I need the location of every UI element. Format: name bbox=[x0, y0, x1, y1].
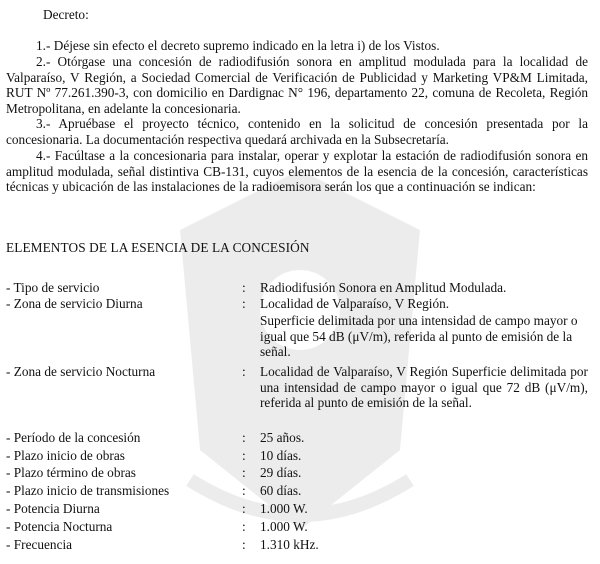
row-colon: : bbox=[242, 280, 246, 295]
row-value: Localidad de Valparaíso, V Región Superficie delimitada por una intensidad de campo mayor o igual que 72 dB (μV/m), referida al punto de emisión de la señal. bbox=[260, 364, 588, 410]
row-colon: : bbox=[242, 483, 246, 498]
row-value: 1.000 W. bbox=[260, 501, 308, 516]
paragraph-2: 2.- Otórgase una concesión de radiodifusión sonora en amplitud modulada para la localidad de Valparaíso, V Región, a Sociedad Comercial de Verificación de Publicidad y Marketing VP&M Limitada, RUT Nº 77.261.390-3, con domicilio en Dardignac N° 196, departamento 22, comuna de Recoleta, Región Metropolitana, en adelante la concesionaria. bbox=[6, 54, 588, 116]
row-colon: : bbox=[242, 519, 246, 534]
paragraph-1: 1.- Déjese sin efecto el decreto supremo indicado en la letra i) de los Vistos. bbox=[36, 38, 440, 53]
row-label: - Frecuencia bbox=[6, 537, 73, 552]
row-label: - Zona de servicio Diurna bbox=[6, 296, 143, 311]
row-label: - Zona de servicio Nocturna bbox=[6, 364, 156, 379]
row-colon: : bbox=[242, 364, 246, 379]
paragraph-4: 4.- Facúltase a la concesionaria para instalar, operar y explotar la estación de radiodifusión sonora en amplitud modulada, señal distintiva CB-131, cuyos elementos de la esencia de la concesión, características técnicas y ubicación de las instalaciones de la radioemisora serán los que a continuación se indican: bbox=[6, 148, 588, 194]
row-label: - Plazo inicio de obras bbox=[6, 448, 125, 463]
row-label: - Potencia Nocturna bbox=[6, 519, 113, 534]
row-colon: : bbox=[242, 430, 246, 445]
decreto-heading: Decreto: bbox=[43, 7, 89, 22]
row-colon: : bbox=[242, 465, 246, 480]
row-value: Radiodifusión Sonora en Amplitud Modulada. bbox=[260, 280, 507, 295]
row-value: 1.000 W. bbox=[260, 519, 308, 534]
row-value: 10 días. bbox=[260, 448, 302, 463]
row-value: 29 días. bbox=[260, 465, 302, 480]
row-value: 1.310 kHz. bbox=[260, 537, 319, 552]
row-value: 25 años. bbox=[260, 430, 305, 445]
row-colon: : bbox=[242, 296, 246, 311]
section-heading: ELEMENTOS DE LA ESENCIA DE LA CONCESIÓN bbox=[6, 240, 310, 255]
row-colon: : bbox=[242, 448, 246, 463]
paragraph-3: 3.- Apruébase el proyecto técnico, contenido en la solicitud de concesión presentada por la concesionaria. La documentación respectiva quedará archivada en la Subsecretaría. bbox=[6, 116, 588, 147]
row-value-extra: Superficie delimitada por una intensidad de campo mayor o igual que 54 dB (μV/m), referida al punto de emisión de la señal. bbox=[260, 313, 578, 359]
row-colon: : bbox=[242, 501, 246, 516]
row-colon: : bbox=[242, 537, 246, 552]
row-label: - Período de la concesión bbox=[6, 430, 141, 445]
row-label: - Plazo término de obras bbox=[6, 465, 136, 480]
row-value: 60 días. bbox=[260, 483, 302, 498]
row-label: - Tipo de servicio bbox=[6, 280, 100, 295]
row-label: - Plazo inicio de transmisiones bbox=[6, 483, 170, 498]
row-label: - Potencia Diurna bbox=[6, 501, 100, 516]
row-value: Localidad de Valparaíso, V Región. bbox=[260, 296, 450, 311]
